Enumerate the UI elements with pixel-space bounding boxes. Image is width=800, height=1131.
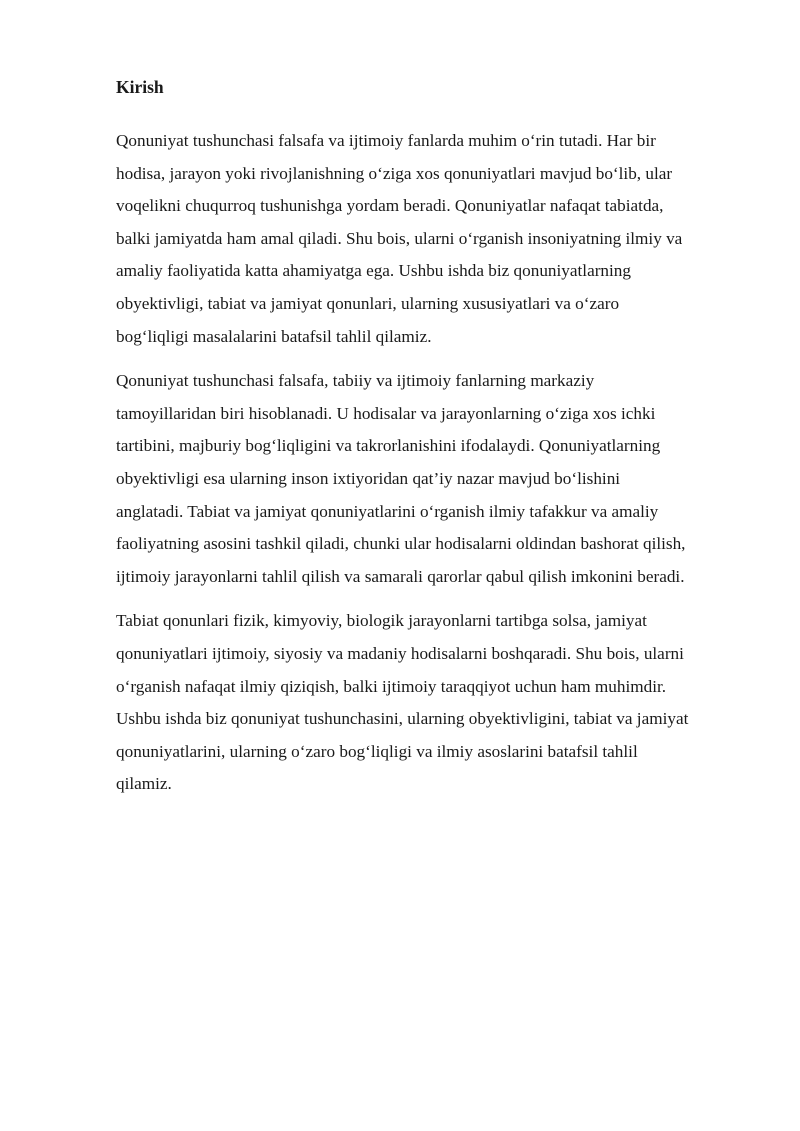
paragraph-line: qonuniyatlari ijtimoiy, siyosiy va madaniy hodisalarni boshqaradi. Shu bois, ularni xyxy=(116,643,684,663)
paragraph-line: Ushbu ishda biz qonuniyat tushunchasini, ularning obyektivligini, tabiat va jamiyat xyxy=(116,709,689,729)
paragraph-2 xyxy=(116,365,752,593)
paragraph-line: qonuniyatlarini, ularning o‘zaro bog‘liqligi va ilmiy asoslarini batafsil tahlil xyxy=(116,741,638,761)
paragraph-line: bog‘liqligi masalalarini batafsil tahlil qilamiz. xyxy=(116,326,432,346)
paragraph-line: anglatadi. Tabiat va jamiyat qonuniyatlarini o‘rganish ilmiy tafakkur va amaliy xyxy=(116,501,659,521)
paragraph-line: faoliyatning asosini tashkil qiladi, chunki ular hodisalarni oldindan bashorat qilish, xyxy=(116,534,686,554)
paragraph-line: ijtimoiy jarayonlarni tahlil qilish va samarali qarorlar qabul qilish imkonini beradi. xyxy=(116,566,685,586)
document-body xyxy=(116,75,752,813)
paragraph-line: voqelikni chuqurroq tushunishga yordam beradi. Qonuniyatlar nafaqat tabiatda, xyxy=(116,196,664,216)
paragraph-3 xyxy=(116,605,752,801)
paragraph-line: balki jamiyatda ham amal qiladi. Shu bois, ularni o‘rganish insoniyatning ilmiy va xyxy=(116,228,683,248)
paragraph-line: Qonuniyat tushunchasi falsafa, tabiiy va ijtimoiy fanlarning markaziy xyxy=(116,371,595,391)
paragraph-line: hodisa, jarayon yoki rivojlanishning o‘ziga xos qonuniyatlari mavjud bo‘lib, ular xyxy=(116,163,673,183)
paragraph-line: amaliy faoliyatida katta ahamiyatga ega. Ushbu ishda biz qonuniyatlarning xyxy=(116,261,631,281)
paragraph-line: qilamiz. xyxy=(116,774,172,794)
paragraph-line: tamoyillaridan biri hisoblanadi. U hodisalar va jarayonlarning o‘ziga xos ichki xyxy=(116,403,656,423)
paragraph-line: tartibini, majburiy bog‘liqligini va takrorlanishini ifodalaydi. Qonuniyatlarning xyxy=(116,436,661,456)
paragraph-1 xyxy=(116,125,752,353)
paragraph-line: o‘rganish nafaqat ilmiy qiziqish, balki ijtimoiy taraqqiyot uchun ham muhimdir. xyxy=(116,676,667,696)
paragraph-line: Qonuniyat tushunchasi falsafa va ijtimoiy fanlarda muhim o‘rin tutadi. Har bir xyxy=(116,131,656,150)
section-heading: Kirish xyxy=(116,77,164,97)
paragraph-line: Tabiat qonunlari fizik, kimyoviy, biologik jarayonlarni tartibga solsa, jamiyat xyxy=(116,611,647,631)
paragraph-line: obyektivligi, tabiat va jamiyat qonunlari, ularning xususiyatlari va o‘zaro xyxy=(116,293,620,313)
paragraph-line: obyektivligi esa ularning inson ixtiyoridan qat’iy nazar mavjud bo‘lishini xyxy=(116,468,621,488)
